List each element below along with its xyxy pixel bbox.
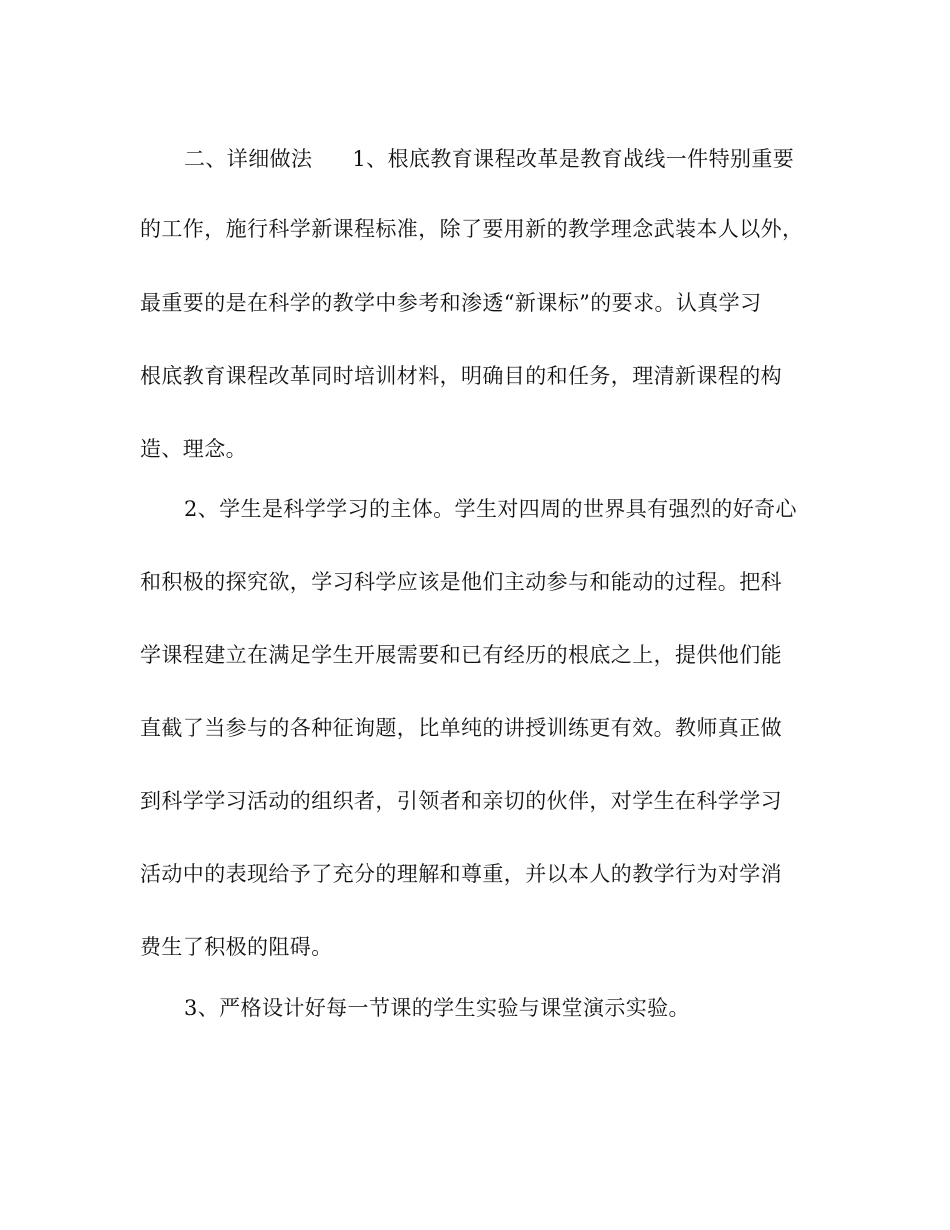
paragraph-1-start: 1、根底教育课程改革是教育战线一件特别重要 (352, 147, 795, 171)
text-line-4: 根底教育课程改革同时培训材料，明确目的和任务，理清新课程的构 (140, 364, 782, 388)
text-line-10: 到科学学习活动的组织者，引领者和亲切的伙伴，对学生在科学学习 (140, 789, 782, 813)
text-line-2: 的工作，施行科学新课程标准，除了要用新的教学理念武装本人以外， (140, 217, 804, 241)
text-line-8: 学课程建立在满足学生开展需要和已有经历的根底之上，提供他们能 (140, 643, 782, 667)
text-line-3: 最重要的是在科学的教学中参考和渗透“新课标”的要求。认真学习 (140, 291, 762, 315)
text-line-13: 3、严格设计好每一节课的学生实验与课堂演示实验。 (184, 996, 690, 1020)
text-line-5: 造、理念。 (140, 437, 247, 461)
text-line-11: 活动中的表现给予了充分的理解和尊重，并以本人的教学行为对学消 (140, 862, 782, 886)
text-line-6: 2、学生是科学学习的主体。学生对四周的世界具有强烈的好奇心 (184, 497, 797, 521)
section-heading: 二、详细做法 (184, 147, 313, 171)
text-line-9: 直截了当参与的各种征询题，比单纯的讲授训练更有效。教师真正做 (140, 716, 782, 740)
text-line-7: 和积极的探究欲，学习科学应该是他们主动参与和能动的过程。把科 (140, 570, 782, 594)
text-line-1 (184, 146, 864, 172)
text-line-12: 费生了积极的阻碍。 (140, 935, 333, 959)
